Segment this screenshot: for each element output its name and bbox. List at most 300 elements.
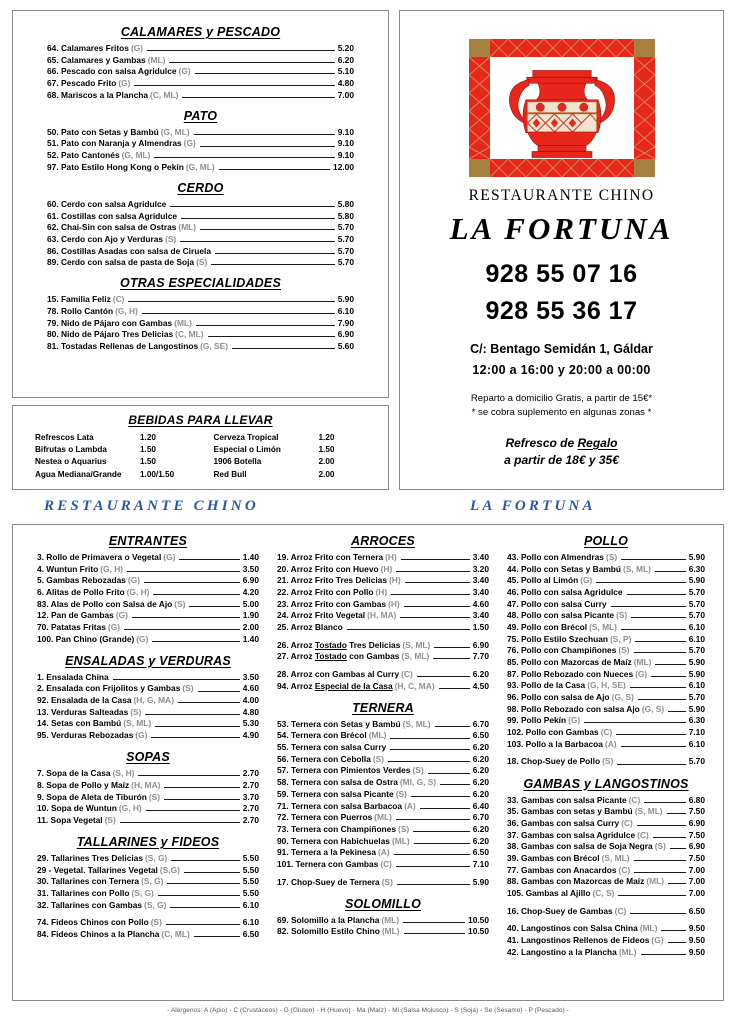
dish-list: [37, 769, 259, 825]
dish-name: 3. Rollo de Primavera o Vegetal: [37, 552, 162, 562]
dish-price: 5.90: [688, 668, 705, 679]
dish-price: 7.00: [337, 89, 354, 100]
allergen-codes: (S, ML): [402, 639, 431, 650]
allergen-codes: (S): [150, 917, 162, 928]
dish-name: 94. Arroz Especial de la Casa: [277, 680, 393, 691]
section-title: CALAMARES y PESCADO: [120, 25, 281, 39]
dish-name: 47. Pollo con salsa Curry: [507, 598, 607, 609]
dish-price: 10.50: [468, 926, 489, 937]
menu-column-1: [23, 534, 269, 1000]
drink-row: [214, 433, 367, 442]
section-ternera: [277, 701, 489, 887]
leader-line: [634, 867, 686, 873]
leader-line: [433, 653, 469, 659]
dish-price: 6.20: [472, 669, 489, 680]
dish-row: [47, 235, 354, 244]
dish-name: 22. Arroz Frito con Pollo: [277, 587, 374, 598]
dish-name: 88. Gambas con Mazorcas de Maíz: [507, 876, 645, 887]
dish-row: [507, 740, 705, 749]
dish-price: 6.10: [337, 305, 354, 316]
leader-line: [180, 236, 334, 242]
dish-name: 55. Ternera con salsa Curry: [277, 742, 387, 753]
dish-name: 74. Fideos Chinos con Pollo: [37, 917, 149, 928]
dish-row: [277, 670, 489, 679]
leader-line: [158, 890, 240, 896]
dish-name: 31. Tallarines con Pollo: [37, 888, 130, 898]
dish-row: [37, 673, 259, 682]
dish-name: 18. Chop-Suey de Pollo: [507, 756, 601, 767]
leader-line: [414, 838, 470, 844]
dish-price: 1.50: [472, 622, 489, 633]
dish-price: 6.80: [688, 794, 705, 805]
drinks-column-left: [35, 433, 188, 482]
dish-price: 5.80: [337, 210, 354, 221]
dish-row: [47, 295, 354, 304]
leader-line: [668, 706, 686, 712]
gift-offer-line2: a partir de 18€ y 35€: [504, 453, 619, 468]
allergen-codes: (H, MA): [131, 779, 161, 790]
leader-line: [411, 791, 470, 797]
delivery-note-line2: * se cobra suplemento en algunas zonas *: [471, 406, 652, 418]
dish-name: 85. Pollo con Mazorcas de Maíz: [507, 657, 632, 668]
dish-price: 5.20: [337, 43, 354, 53]
dish-name: 80. Nido de Pájaro Tres Delicias: [47, 329, 174, 340]
allergen-codes: (G, ML): [160, 126, 190, 137]
dish-name: 36. Gambas con salsa Curry: [507, 817, 620, 828]
dish-name: 43. Pollo con Almendras: [507, 552, 604, 562]
dish-name: 25. Arroz Blanco: [277, 622, 343, 633]
leader-line: [630, 682, 686, 688]
dish-row: [277, 743, 489, 752]
allergen-codes: (ML): [374, 812, 392, 823]
dish-name: 13. Verduras Salteadas: [37, 706, 129, 717]
dish-row: [507, 889, 705, 898]
leader-line: [138, 770, 239, 776]
dish-name: 72. Ternera con Puerros: [277, 812, 373, 823]
leader-line: [635, 636, 685, 642]
restaurant-kind: RESTAURANTE CHINO: [468, 187, 655, 204]
dish-row: [507, 796, 705, 805]
allergen-codes: (S): [398, 823, 410, 834]
dish-name: 6. Alitas de Pollo Frito: [37, 587, 125, 598]
dish-name: 89. Cerdo con salsa de pasta de Soja: [47, 257, 195, 268]
dish-row: [37, 553, 259, 562]
leader-line: [152, 636, 239, 642]
dish-row: [277, 802, 489, 811]
dish-name: 97. Pato Estilo Hong Kong o Pekín: [47, 161, 184, 172]
dish-name: 38. Gambas con salsa de Soja Negra: [507, 841, 653, 852]
section-title: CERDO: [177, 180, 224, 195]
dish-price: 5.80: [337, 198, 354, 209]
leader-line: [655, 566, 686, 572]
dish-price: 6.90: [472, 639, 489, 650]
leader-line: [618, 890, 685, 896]
dish-list: [507, 553, 705, 767]
drink-row: [35, 457, 188, 466]
leader-line: [128, 296, 334, 302]
leader-line: [397, 879, 470, 885]
dish-name: 35. Gambas con setas y Bambú: [507, 806, 633, 817]
dish-price: 7.10: [688, 727, 705, 738]
dish-name: 77. Gambas con Anacardos: [507, 864, 617, 875]
leader-line: [232, 343, 335, 349]
dish-row: [47, 307, 354, 316]
drink-row: [214, 457, 367, 466]
leader-line: [631, 612, 685, 618]
drink-name: Especial o Limón: [213, 445, 281, 455]
dish-name: 78. Rollo Cantón: [47, 305, 114, 316]
leader-line: [147, 45, 335, 51]
allergen-codes: (C): [621, 817, 633, 828]
leader-line: [617, 759, 685, 765]
dish-row: [37, 804, 259, 813]
allergen-codes: (ML): [147, 54, 166, 65]
dish-price: 4.50: [472, 680, 489, 691]
allergen-codes: (ML): [646, 876, 664, 887]
dish-name: 92. Ensalada de la Casa: [37, 695, 132, 706]
allergen-codes: (S): [372, 753, 385, 764]
dish-row: [507, 646, 705, 655]
allergen-codes: (C, ML): [150, 89, 179, 100]
drink-row: [35, 433, 188, 442]
dish-price: 2.00: [242, 622, 259, 633]
leader-line: [621, 741, 686, 747]
allergen-codes: (H, G, MA): [133, 695, 174, 706]
leader-line: [634, 647, 686, 653]
leader-line: [153, 589, 239, 595]
dish-price: 6.10: [688, 622, 705, 633]
allergen-codes: (ML): [174, 317, 192, 328]
leader-line: [668, 878, 686, 884]
dish-price: 5.70: [337, 257, 354, 268]
dish-row: [507, 576, 705, 585]
leader-line: [661, 925, 685, 931]
section-pollo: [507, 534, 705, 767]
dish-name: 39. Gambas con Brécol: [507, 852, 600, 863]
allergen-codes: (G): [127, 575, 140, 586]
dish-row: [37, 930, 259, 939]
dish-price: 6.30: [688, 715, 705, 726]
allergen-codes: (S, G): [145, 852, 168, 863]
dish-row: [37, 576, 259, 585]
dish-row: [37, 600, 259, 609]
dish-row: [37, 588, 259, 597]
leader-line: [596, 577, 685, 583]
dish-price: 6.20: [472, 753, 489, 764]
dish-row: [277, 553, 489, 562]
dish-row: [277, 576, 489, 585]
dish-name: 79. Nido de Pájaro con Gambas: [47, 317, 173, 328]
dish-price: 6.20: [337, 54, 354, 65]
leader-line: [170, 902, 239, 908]
dish-name: 58. Ternera con salsa de Ostra: [277, 777, 398, 788]
phone-number-2[interactable]: 928 55 36 17: [485, 297, 638, 325]
dish-row: [277, 652, 489, 661]
drink-name: Nestea o Aquarius: [35, 457, 107, 467]
dish-row: [47, 91, 354, 100]
leader-line: [634, 855, 686, 861]
allergen-codes: (C): [628, 794, 641, 805]
leader-line: [651, 671, 685, 677]
allergen-codes: (G, ML): [121, 150, 151, 161]
dish-row: [277, 927, 489, 936]
leader-line: [627, 589, 686, 595]
dish-row: [507, 877, 705, 886]
section-entrantes: [37, 534, 259, 644]
dish-name-emphasis: Especial de la Casa: [314, 680, 393, 691]
specialties-panel: [12, 10, 389, 398]
dish-name: 26. Arroz Tostado Tres Delicias: [277, 639, 401, 650]
dish-name: 102. Pollo con Gambas: [507, 727, 599, 738]
dish-price: 5.70: [688, 756, 705, 767]
dish-price: 7.50: [688, 829, 705, 840]
drink-name: Refrescos Lata: [35, 433, 94, 442]
delivery-note: [414, 392, 709, 420]
dish-name: 54. Ternera con Brécol: [277, 730, 367, 741]
leader-line: [144, 577, 240, 583]
dish-name: 46. Pollo con salsa Agridulce: [507, 587, 623, 598]
leader-line: [171, 855, 239, 861]
leader-line: [391, 589, 470, 595]
section-calamares-y-pescado: [47, 25, 354, 100]
allergen-codes: (S): [130, 706, 142, 717]
section-gambas-y-langostinos: [507, 777, 705, 957]
dish-name: 95. Verduras Rebozadas: [37, 730, 134, 741]
dish-name: 49. Pollo con Brécol: [507, 622, 588, 633]
dish-price: 4.90: [242, 730, 259, 741]
drink-row: [35, 445, 188, 454]
dish-name: 44. Pollo con Setas y Bambú: [507, 563, 622, 574]
allergen-codes: (S, ML): [623, 563, 651, 574]
allergen-codes: (C): [637, 829, 649, 840]
dish-name: 24. Arroz Frito Vegetal: [277, 610, 366, 621]
dish-name: 63. Cerdo con Ajo y Verduras: [47, 233, 164, 244]
dish-price: 5.50: [242, 876, 259, 887]
dish-price: 7.50: [688, 852, 705, 863]
leader-line: [396, 814, 470, 820]
dish-row: [507, 705, 705, 714]
drink-price: 1.20: [318, 433, 335, 442]
drinks-panel: [12, 405, 389, 490]
dish-price: 10.50: [468, 914, 489, 925]
allergen-codes: (Ml, G, S): [399, 777, 437, 788]
dish-price: 9.50: [688, 946, 705, 957]
dish-row: [47, 319, 354, 328]
allergen-codes: (C, S): [592, 887, 615, 898]
allergen-codes: (G, ML): [185, 161, 215, 172]
allergen-codes: (S): [196, 257, 208, 268]
dish-name: 67. Pescado Frito: [47, 78, 117, 89]
dish-name: 12. Pan de Gambas: [37, 610, 114, 621]
dish-row: [507, 670, 705, 679]
leader-line: [196, 320, 335, 326]
leader-line: [400, 612, 469, 618]
dish-name: 1. Ensalada China: [37, 671, 109, 682]
leader-line: [417, 671, 470, 677]
dish-row: [37, 918, 259, 927]
dish-row: [47, 67, 354, 76]
dish-price: 5.90: [472, 876, 489, 887]
section-title-bebidas: BEBIDAS PARA LLEVAR: [128, 413, 273, 427]
allergen-codes: (S): [148, 791, 160, 802]
section-title: SOPAS: [126, 750, 170, 765]
dish-price: 3.40: [472, 575, 489, 586]
dish-row: [507, 936, 705, 945]
leader-line: [189, 601, 239, 607]
allergen-codes: (S, H): [112, 768, 135, 779]
allergen-codes: (H, MA): [367, 610, 397, 621]
drink-price: 1.50: [318, 445, 335, 455]
leader-line: [616, 729, 685, 735]
dish-price: 2.70: [242, 814, 259, 825]
allergen-codes: (H): [375, 587, 388, 598]
dish-row: [47, 79, 354, 88]
dish-price: 6.10: [688, 633, 705, 644]
section-title: POLLO: [583, 534, 629, 548]
dish-row: [37, 635, 259, 644]
allergen-codes: (ML): [381, 926, 400, 937]
drink-price: 1.50: [140, 445, 156, 455]
drink-name: Red Bull: [213, 469, 247, 479]
allergen-codes: (G): [107, 622, 120, 633]
dish-name: 20. Arroz Frito con Huevo: [277, 563, 379, 574]
drink-row: [214, 445, 367, 454]
leader-line: [167, 878, 239, 884]
dish-price: 5.70: [688, 610, 705, 621]
dish-name: 96. Pollo con salsa de Ajo: [507, 692, 610, 703]
allergen-codes: (S, G): [131, 888, 154, 898]
dish-list: [277, 916, 489, 937]
section-otras-especialidades: [47, 276, 354, 351]
dish-name: 81. Tostadas Rellenas de Langostinos: [47, 340, 199, 351]
dish-price: 6.90: [337, 329, 354, 340]
allergen-codes: (S, G): [141, 876, 164, 887]
allergen-codes: (G): [178, 66, 191, 77]
leader-line: [638, 694, 686, 700]
dish-row: [277, 731, 489, 740]
dish-name: 29 - Vegetal. Tallarines Vegetal: [37, 864, 158, 875]
dish-row: [47, 223, 354, 232]
dish-row: [47, 56, 354, 65]
dish-name: 7. Sopa de la Casa: [37, 768, 111, 779]
brand-panel: [399, 10, 724, 490]
drink-row: [35, 470, 188, 479]
drink-price: 2.00: [318, 469, 335, 479]
dish-name: 98. Pollo Rebozado con salsa Ajo: [507, 703, 640, 714]
dish-name: 14. Setas con Bambú: [37, 718, 122, 729]
allergen-codes: (G, S): [641, 703, 665, 714]
dish-name: 75. Pollo Estilo Szechuan: [507, 633, 608, 644]
leader-line: [401, 554, 470, 560]
dish-name: 56. Ternera con Cebolla: [277, 753, 371, 764]
dish-price: 6.20: [472, 777, 489, 788]
allergen-codes: (ML): [368, 730, 387, 741]
leader-line: [195, 68, 335, 74]
dish-price: 5.70: [688, 692, 705, 703]
dish-price: 3.20: [472, 563, 489, 574]
dish-price: 6.20: [472, 823, 489, 834]
dish-row: [507, 600, 705, 609]
dish-row: [507, 693, 705, 702]
address: C/: Bentago Semidán 1, Gáldar: [470, 342, 653, 356]
dish-price: 3.40: [472, 552, 489, 562]
leader-line: [644, 797, 685, 803]
dish-row: [47, 163, 354, 172]
section-title: TERNERA: [352, 700, 414, 715]
dish-name: 64. Calamares Fritos: [47, 43, 129, 53]
leader-line: [396, 861, 470, 867]
leader-line: [611, 601, 686, 607]
dish-row: [507, 924, 705, 933]
dish-row: [507, 728, 705, 737]
dish-price: 4.20: [242, 587, 259, 598]
allergen-codes: (C): [618, 864, 631, 875]
dish-price: 6.30: [688, 563, 705, 574]
leader-line: [211, 259, 334, 265]
dish-list: [47, 128, 354, 172]
dish-name: 103. Pollo a la Barbacoa: [507, 738, 603, 749]
dish-price: 7.00: [688, 876, 705, 887]
dish-price: 12.00: [333, 161, 354, 172]
dish-name: 71. Ternera con salsa Barbacoa: [277, 800, 403, 811]
dish-row: [507, 948, 705, 957]
dish-price: 5.90: [688, 552, 705, 562]
leader-line: [215, 248, 335, 254]
leader-line: [155, 721, 240, 727]
dish-price: 4.80: [337, 78, 354, 89]
menu-column-2: [269, 534, 497, 1000]
opening-hours: 12:00 a 16:00 y 20:00 a 00:00: [472, 363, 651, 377]
dish-list: [277, 720, 489, 887]
dish-list: [37, 673, 259, 740]
dish-row: [37, 719, 259, 728]
leader-line: [154, 152, 334, 158]
dish-price: 7.70: [472, 651, 489, 662]
dish-row: [37, 866, 259, 875]
leader-line: [120, 817, 240, 823]
section-title: GAMBAS y LANGOSTINOS: [523, 776, 689, 791]
dish-price: 5.70: [688, 598, 705, 609]
phone-number-1[interactable]: 928 55 07 16: [485, 260, 638, 288]
dish-row: [507, 819, 705, 828]
allergen-codes: (S): [174, 598, 186, 609]
leader-line: [164, 782, 239, 788]
dish-price: 4.60: [472, 598, 489, 609]
dish-name: 21. Arroz Frito Tres Delicias: [277, 575, 388, 586]
dish-name: 10. Sopa de Wuntun: [37, 803, 117, 814]
dish-price: 5.70: [688, 587, 705, 598]
restaurant-name: LA FORTUNA: [449, 211, 674, 246]
dish-row: [37, 793, 259, 802]
dish-row: [47, 212, 354, 221]
dish-name: 69. Solomillo a la Plancha: [277, 914, 380, 925]
dish-row: [37, 623, 259, 632]
allergen-codes: (S): [616, 610, 628, 621]
allergen-codes: (ML): [391, 835, 410, 846]
dish-name: 45. Pollo al Limón: [507, 575, 579, 586]
dish-price: 5.50: [242, 852, 259, 863]
dish-name: 87. Pollo Rebozado con Nueces: [507, 668, 634, 679]
dish-row: [47, 200, 354, 209]
dish-name: 5. Gambas Rebozadas: [37, 575, 126, 586]
dish-name: 52. Pato Cantonés: [47, 150, 120, 161]
dish-name: 73. Ternera con Champiñones: [277, 823, 396, 834]
dish-row: [507, 623, 705, 632]
dish-price: 6.50: [688, 905, 705, 916]
dish-row: [277, 623, 489, 632]
dish-price: 5.70: [337, 245, 354, 256]
allergen-codes: (C): [614, 905, 627, 916]
